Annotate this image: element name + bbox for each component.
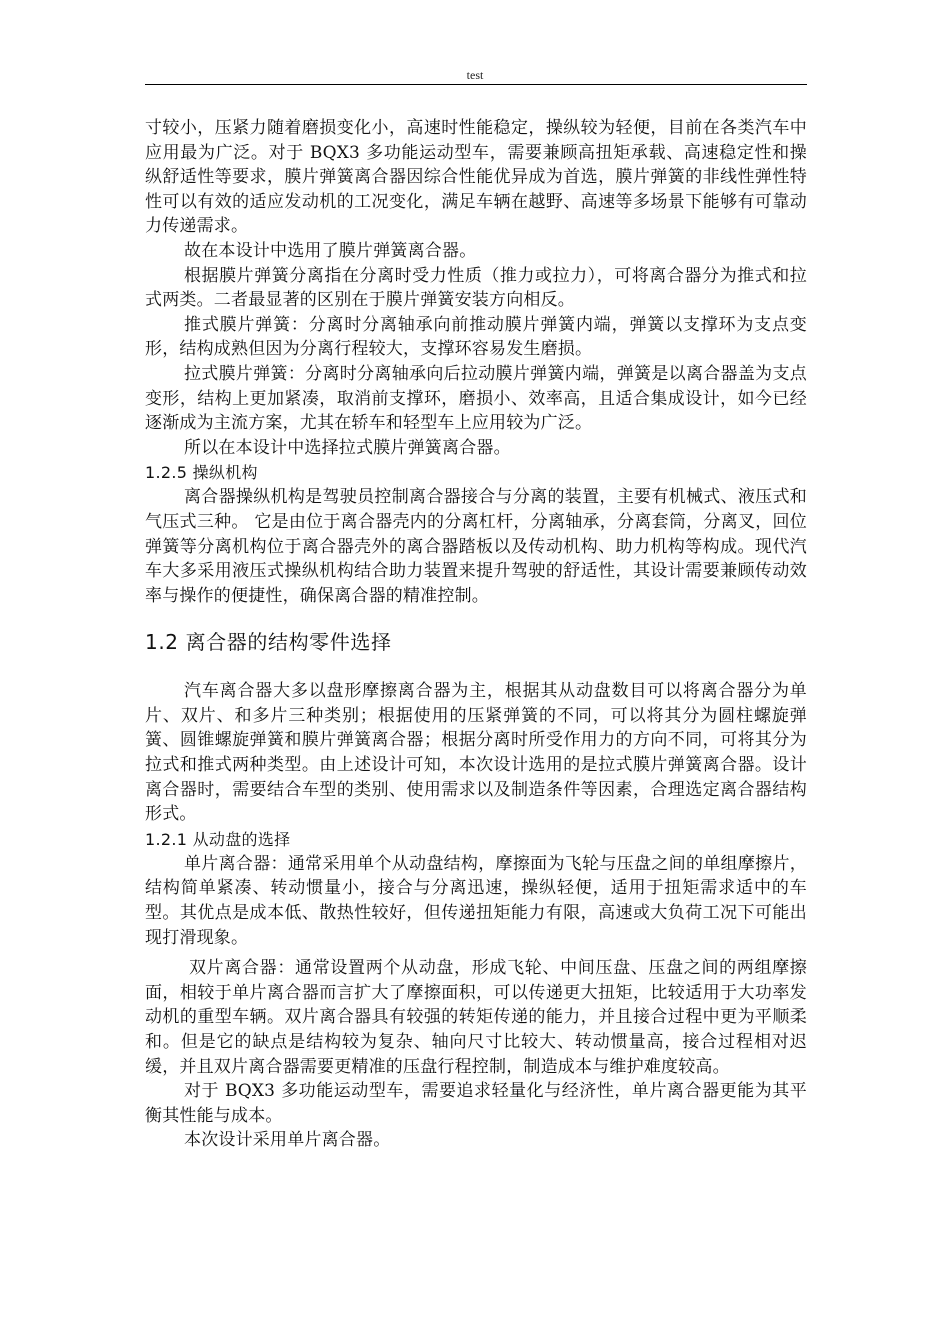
section-heading-1-2-1: 1.2.1 从动盘的选择 (145, 829, 291, 849)
section-heading-1-2-5: 1.2.5 操纵机构 (145, 463, 258, 483)
paragraph: 对于 BQX3 多功能运动型车，需要追求轻量化与经济性，单片离合器更能为其平衡其性能与成本。 (145, 1081, 807, 1126)
paragraph: 根据膜片弹簧分离指在分离时受力性质（推力或拉力），可将离合器分为推式和拉式两类。二者最显著的区别在于膜片弹簧安装方向相反。 (145, 265, 807, 311)
paragraph: 故在本设计中选用了膜片弹簧离合器。 (184, 240, 477, 261)
section-heading-1-2: 1.2 离合器的结构零件选择 (145, 630, 392, 655)
paragraph: 单片离合器：通常采用单个从动盘结构，摩擦面为飞轮与压盘之间的单组摩擦片，结构简单紧凑、转动惯量小，接合与分离迅速，操纵轻便，适用于扭矩需求适中的车型。其优点是成本低、散热性较好，但传递扭矩能力有限，高速或大负荷工况下可能出现打滑现象。 (145, 853, 807, 948)
document-body (145, 116, 807, 1153)
paragraph: 汽车离合器大多以盘形摩擦离合器为主，根据其从动盘数目可以将离合器分为单片、双片、和多片三种类别；根据使用的压紧弹簧的不同，可以将其分为圆柱螺旋弹簧、圆锥螺旋弹簧和膜片弹簧离合器；根据分离时所受作用力的方向不同，可将其分为拉式和推式两种类型。由上述设计可知，本次设计选用的是拉式膜片弹簧离合器。设计离合器时，需要结合车型的类别、使用需求以及制造条件等因素，合理选定离合器结构形式。 (145, 681, 807, 825)
paragraph: 本次设计采用单片离合器。 (184, 1130, 391, 1151)
paragraph: 拉式膜片弹簧：分离时分离轴承向后拉动膜片弹簧内端，弹簧是以离合器盖为支点变形，结构上更加紧凑，取消前支撑环，磨损小、效率高，且适合集成设计，如今已经逐渐成为主流方案，尤其在轿车和轻型车上应用较为广泛。 (145, 363, 807, 434)
page-header: test (466, 68, 484, 82)
paragraph: 推式膜片弹簧：分离时分离轴承向前推动膜片弹簧内端，弹簧以支撑环为支点变形，结构成熟但因为分离行程较大，支撑环容易发生磨损。 (145, 314, 807, 360)
paragraph: 所以在本设计中选择拉式膜片弹簧离合器。 (184, 437, 511, 458)
paragraph: 离合器操纵机构是驾驶员控制离合器接合与分离的装置，主要有机械式、液压式和气压式三种。 它是由位于离合器壳内的分离杠杆，分离轴承，分离套筒，分离叉，回位弹簧等分离机构位于离合器壳外的离合器踏板以及传动机构、助力机构等构成。现代汽车大多采用液压式操纵机构结合助力装置来提升驾驶的舒适性，其设计需要兼顾传动效率与操作的便捷性，确保离合器的精准控制。 (145, 487, 807, 606)
paragraph: 双片离合器：通常设置两个从动盘，形成飞轮、中间压盘、压盘之间的两组摩擦面，相较于单片离合器而言扩大了摩擦面积，可以传递更大扭矩，比较适用于大功率发动机的重型车辆。双片离合器具有较强的转矩传递的能力，并且接合过程中更为平顺柔和。但是它的缺点是结构较为复杂、轴向尺寸比较大、转动惯量高，接合过程相对迟缓，并且双片离合器需要更精准的压盘行程控制，制造成本与维护难度较高。 (145, 958, 807, 1077)
header-rule (145, 84, 807, 85)
paragraph: 寸较小，压紧力随着磨损变化小，高速时性能稳定，操纵较为轻便，目前在各类汽车中应用最为广泛。对于 BQX3 多功能运动型车，需要兼顾高扭矩承载、高速稳定性和操纵舒适性等要求，膜片弹簧离合器因综合性能优异成为首选，膜片弹簧的非线性弹性特性可以有效的适应发动机的工况变化，满足车辆在越野、高速等多场景下能够有可靠动力传递需求。 (145, 118, 807, 237)
